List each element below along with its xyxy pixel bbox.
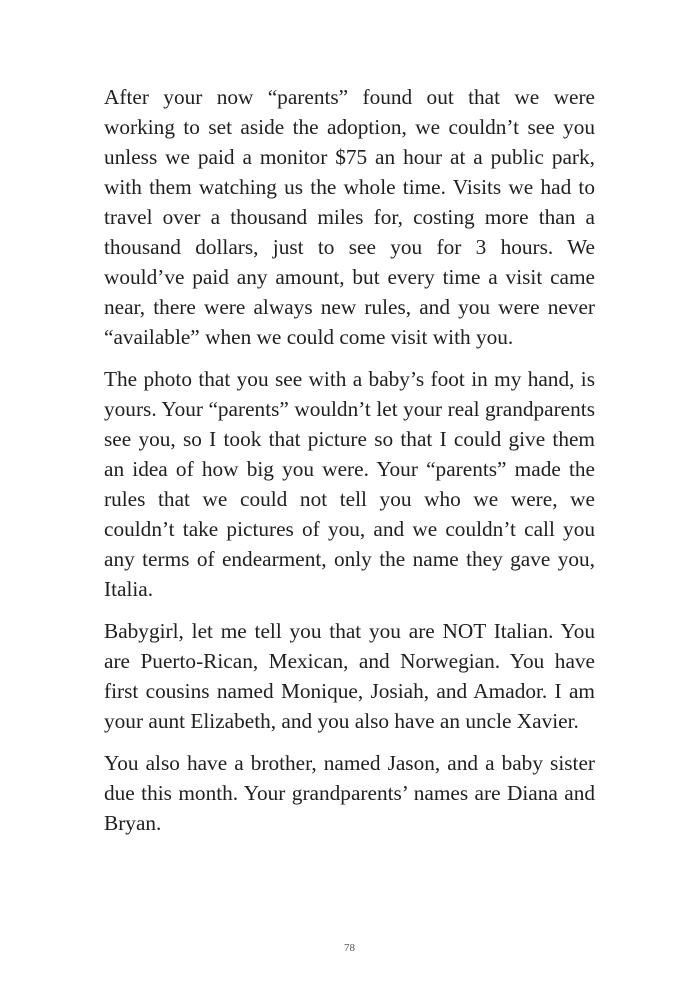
paragraph-photo: The photo that you see with a baby’s foot in my hand, is yours. Your “parents” wouldn’t let your real grandparents see you, so I took that picture so that I could give them an idea of how big you were. Your “parents” made the rules that we could not tell you who we were, we couldn’t take pictures of you, and we couldn’t call you any terms of endearment, only the name they gave you, Italia.	[104, 367, 595, 601]
page-number: 78	[344, 942, 355, 954]
paragraph-visits: After your now “parents” found out that we were working to set aside the adoption, we couldn’t see you unless we paid a monitor $75 an hour at a public park, with them watching us the whole time. Visits we had to travel over a thousand miles for, costing more than a thousand dollars, just to see you for 3 hours. We would’ve paid any amount, but every time a visit came near, there were always new rules, and you were never “available” when we could come visit with you.	[104, 85, 595, 349]
body-text	[104, 82, 595, 850]
paragraph-heritage: Babygirl, let me tell you that you are NOT Italian. You are Puerto-Rican, Mexican, and Norwegian. You have first cousins named Monique, Josiah, and Amador. I am your aunt Elizabeth, and you also have an uncle Xavier.	[104, 619, 595, 733]
paragraph-family: You also have a brother, named Jason, and a baby sister due this month. Your grandparents’ names are Diana and Bryan.	[104, 751, 595, 835]
